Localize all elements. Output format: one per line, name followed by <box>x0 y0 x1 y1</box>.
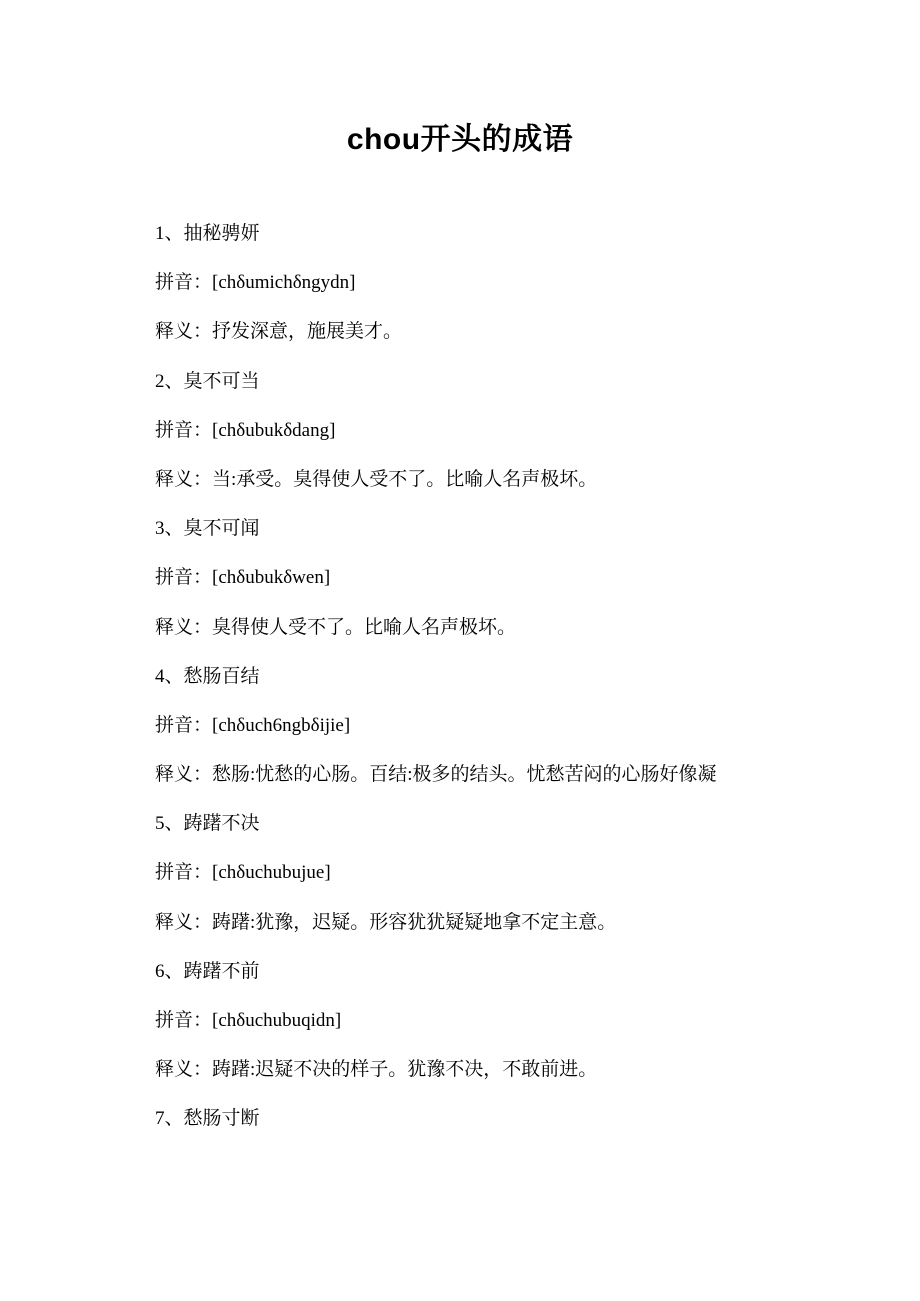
idiom-meaning: 释义：当:承受。臭得使人受不了。比喻人名声极坏。 <box>155 468 598 490</box>
idiom-heading: 1、抽秘骋妍 <box>155 223 260 244</box>
idiom-meaning: 释义：愁肠:忧愁的心肠。百结:极多的结头。忧愁苦闷的心肠好像凝 <box>155 764 717 786</box>
idiom-pinyin: 拼音：[chδuchubuqidn] <box>155 1010 342 1031</box>
idiom-pinyin: 拼音：[chδumichδngydn] <box>155 272 356 294</box>
document-title: chou开头的成语 <box>346 123 574 156</box>
idiom-meaning: 释义：臭得使人受不了。比喻人名声极坏。 <box>155 616 517 638</box>
idiom-list <box>155 222 855 1157</box>
idiom-meaning: 释义：踌躇:迟疑不决的样子。犹豫不决，不敢前进。 <box>155 1059 598 1081</box>
idiom-meaning: 释义：抒发深意，施展美才。 <box>155 321 403 343</box>
idiom-pinyin: 拼音：[chδuch6ngbδijie] <box>155 714 351 736</box>
idiom-heading: 7、愁肠寸断 <box>155 1108 260 1130</box>
idiom-meaning: 释义：踌躇:犹豫，迟疑。形容犹犹疑疑地拿不定主意。 <box>155 911 617 933</box>
idiom-heading: 6、踌躇不前 <box>155 960 260 982</box>
idiom-heading: 5、踌躇不决 <box>155 813 260 835</box>
idiom-heading: 2、臭不可当 <box>155 370 260 392</box>
idiom-pinyin: 拼音：[chδuchubujue] <box>155 862 331 884</box>
idiom-heading: 4、愁肠百结 <box>155 665 260 687</box>
idiom-pinyin: 拼音：[chδubukδwen] <box>155 567 331 589</box>
idiom-pinyin: 拼音：[chδubukδdang] <box>155 419 336 441</box>
idiom-heading: 3、臭不可闻 <box>155 518 260 540</box>
